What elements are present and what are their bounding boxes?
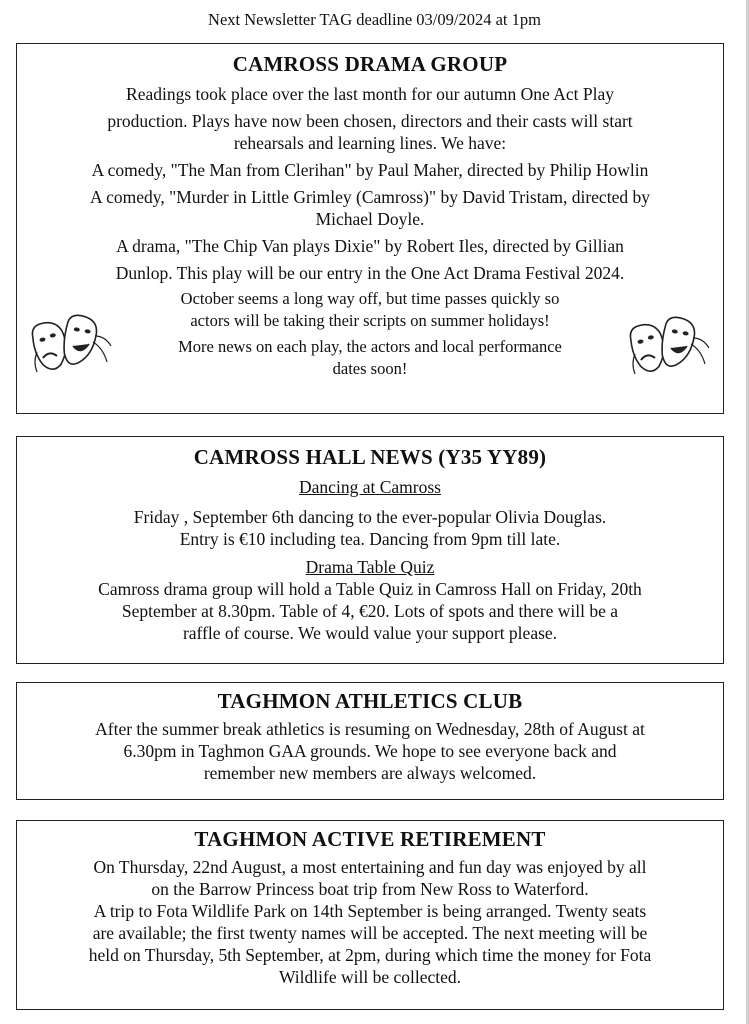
athletics-line-2: 6.30pm in Taghmon GAA grounds. We hope to see everyone back and [123,741,617,761]
drama-intro-line-3: rehearsals and learning lines. We have: [233,133,507,153]
drama-intro-line-1: Readings took place over the last month for our autumn One Act Play [126,84,614,104]
quiz-line-3: raffle of course. We would value your support please. [182,623,558,643]
drama-news-line-2: dates soon! [332,359,408,378]
quiz-line-1: Camross drama group will hold a Table Quiz in Camross Hall on Friday, 20th [98,579,642,599]
retirement-line-3: A trip to Fota Wildlife Park on 14th September is being arranged. Twenty seats [93,901,647,921]
dancing-heading: Dancing at Camross [299,477,441,497]
athletics-line-1: After the summer break athletics is resuming on Wednesday, 28th of August at [95,719,645,739]
drama-intro-line-2: production. Plays have now been chosen, directors and their casts will start [107,111,633,131]
active-retirement-title: TAGHMON ACTIVE RETIREMENT [194,827,546,851]
athletics-line-3: remember new members are always welcomed. [203,763,537,783]
retirement-line-1: On Thursday, 22nd August, a most entertaining and fun day was enjoyed by all [93,857,647,877]
retirement-line-2: on the Barrow Princess boat trip from New Ross to Waterford. [151,879,589,899]
quiz-heading: Drama Table Quiz [305,557,435,577]
camross-hall-title: CAMROSS HALL NEWS (Y35 YY89) [193,445,547,469]
retirement-line-4: are available; the first twenty names will be accepted. The next meeting will be [92,923,648,943]
drama-play-2b: Michael Doyle. [315,209,425,229]
drama-play-3a: A drama, "The Chip Van plays Dixie" by Robert Iles, directed by Gillian [116,236,624,256]
drama-play-1: A comedy, "The Man from Clerihan" by Paul Maher, directed by Philip Howlin [91,160,649,180]
drama-play-2a: A comedy, "Murder in Little Grimley (Camross)" by David Tristam, directed by [90,187,650,207]
drama-october-line-1: October seems a long way off, but time passes quickly so [180,289,560,308]
newsletter-deadline: Next Newsletter TAG deadline 03/09/2024 at 1pm [208,10,541,29]
athletics-club-title: TAGHMON ATHLETICS CLUB [217,689,523,713]
drama-october-line-2: actors will be taking their scripts on summer holidays! [190,311,550,330]
drama-group-title: CAMROSS DRAMA GROUP [232,52,508,76]
drama-play-3b: Dunlop. This play will be our entry in the One Act Drama Festival 2024. [115,263,625,283]
athletics-club-section [16,682,724,800]
retirement-line-5: held on Thursday, 5th September, at 2pm, during which time the money for Fota [88,945,652,965]
drama-group-section [16,43,724,414]
theatre-masks-icon-right [629,314,711,382]
camross-hall-section [16,436,724,664]
dancing-line-2: Entry is €10 including tea. Dancing from 9pm till late. [179,529,561,549]
retirement-line-6: Wildlife will be collected. [278,967,461,987]
drama-news-line-1: More news on each play, the actors and local performance [178,337,562,356]
dancing-line-1: Friday , September 6th dancing to the ever-popular Olivia Douglas. [133,507,607,527]
theatre-masks-icon-left [31,312,113,380]
active-retirement-section [16,820,724,1010]
quiz-line-2: September at 8.30pm. Table of 4, €20. Lots of spots and there will be a [121,601,619,621]
